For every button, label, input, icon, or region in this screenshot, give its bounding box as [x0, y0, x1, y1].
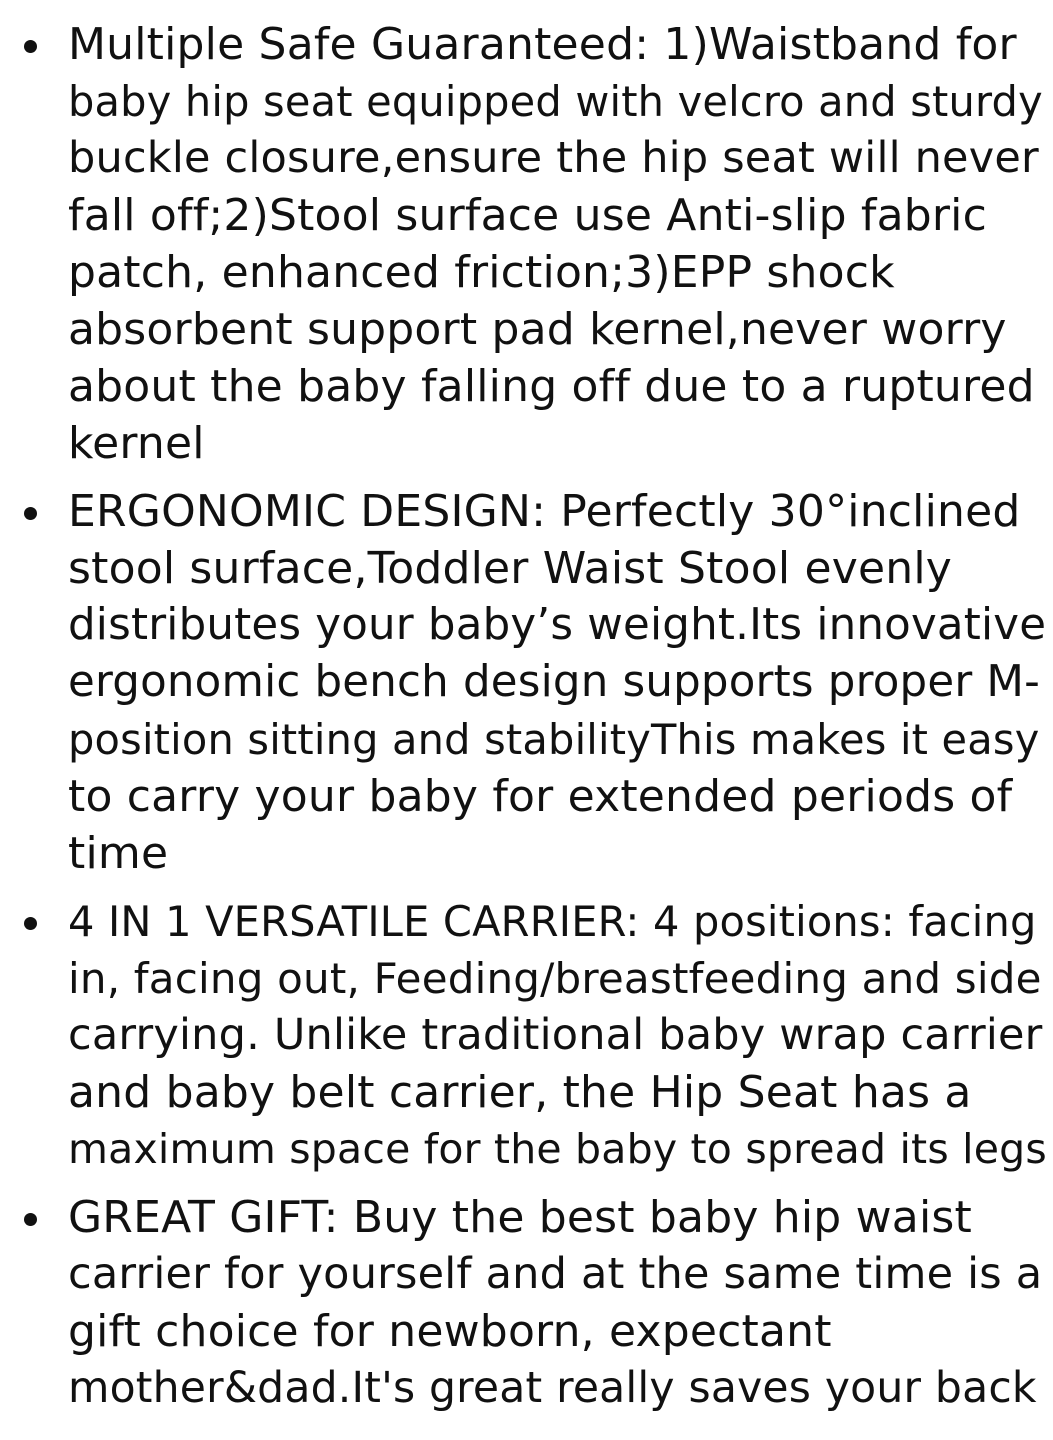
feature-text-line: distributes your baby’s weight.Its innovative: [68, 600, 1047, 650]
bullet-icon: [24, 917, 37, 930]
bullet-icon: [24, 1213, 37, 1226]
feature-text-line: mother&dad.It's great really saves your back: [68, 1364, 1037, 1413]
feature-text-line: absorbent support pad kernel,never worry: [68, 304, 1007, 355]
feature-text-line: Multiple Safe Guaranteed: 1)Waistband for: [68, 19, 1017, 70]
feature-text-line: to carry your baby for extended periods of: [68, 771, 1013, 822]
feature-text-line: stool surface,Toddler Waist Stool evenly: [68, 543, 952, 594]
feature-text-line: position sitting and stabilityThis makes it easy: [68, 715, 1040, 764]
feature-text-line: in, facing out, Feeding/breastfeeding and side: [68, 954, 1042, 1003]
feature-text-line: patch, enhanced friction;3)EPP shock: [68, 247, 895, 298]
feature-text-line: carrying. Unlike traditional baby wrap carrier: [68, 1010, 1043, 1060]
feature-text-line: baby hip seat equipped with velcro and sturdy: [68, 77, 1043, 126]
feature-text-line: buckle closure,ensure the hip seat will never: [68, 133, 1039, 183]
feature-text-line: time: [68, 828, 169, 879]
feature-text-line: GREAT GIFT: Buy the best baby hip waist: [68, 1192, 972, 1243]
feature-text-line: about the baby falling off due to a ruptured: [68, 361, 1035, 412]
bullet-icon: [24, 507, 37, 520]
feature-text-line: and baby belt carrier, the Hip Seat has a: [68, 1067, 972, 1118]
feature-text-line: gift choice for newborn, expectant: [68, 1306, 832, 1357]
feature-text-line: carrier for yourself and at the same time is a: [68, 1249, 1043, 1299]
feature-text-line: ergonomic bench design supports proper M-: [68, 657, 1041, 707]
feature-text-line: kernel: [68, 418, 205, 469]
feature-text-line: maximum space for the baby to spread its legs: [68, 1125, 1047, 1173]
feature-text-line: ERGONOMIC DESIGN: Perfectly 30°inclined: [68, 486, 1021, 537]
feature-text-line: fall off;2)Stool surface use Anti-slip fabric: [68, 190, 987, 241]
feature-text-line: 4 IN 1 VERSATILE CARRIER: 4 positions: facing: [68, 897, 1037, 946]
bullet-icon: [24, 40, 37, 53]
